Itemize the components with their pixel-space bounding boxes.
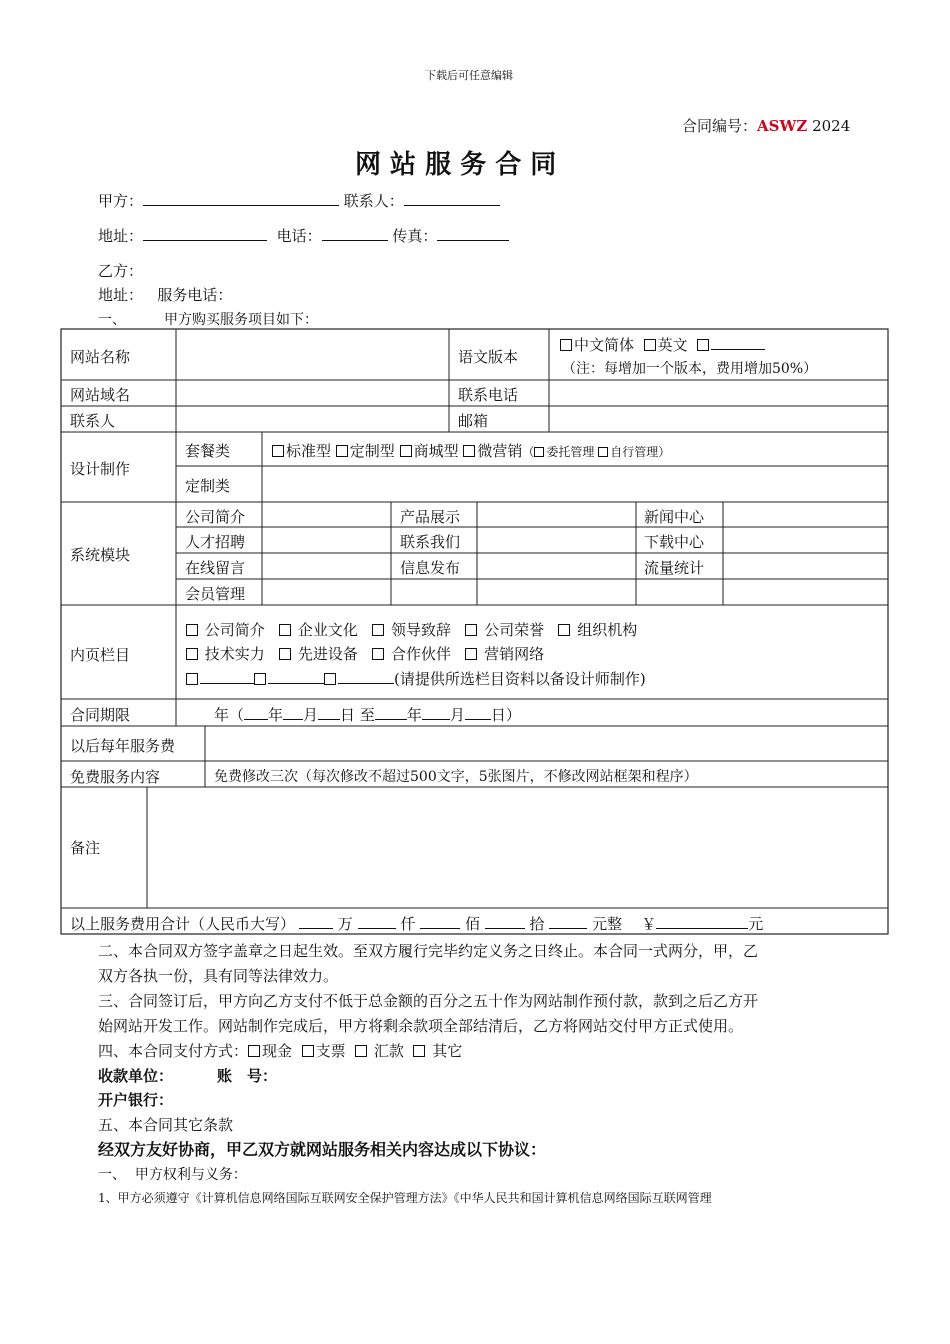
lang-other-field[interactable] (711, 335, 765, 350)
period-dates (214, 704, 521, 725)
pay-cash-label: 现金 (262, 1042, 293, 1060)
pkg-wechat-checkbox[interactable] (463, 445, 475, 457)
section2-line2: 双方各执一份，具有同等法律效力。 (98, 967, 339, 985)
total-line (70, 913, 763, 934)
inner-2-label: 企业文化 (297, 621, 358, 639)
inner-custom3-checkbox[interactable] (324, 673, 336, 685)
contact-phone-label: 联系电话 (458, 386, 519, 404)
period-day-1-label: 日 至 (340, 706, 375, 724)
pay-check-checkbox[interactable] (302, 1045, 314, 1057)
lang-en-checkbox[interactable] (644, 339, 656, 351)
inner-custom3-field[interactable] (338, 669, 394, 684)
language-options (560, 334, 765, 355)
payee-label: 收款单位： (98, 1067, 174, 1085)
module-members: 会员管理 (185, 585, 246, 603)
lang-zh-checkbox[interactable] (560, 339, 572, 351)
contact-label: 联系人： (343, 192, 404, 210)
email-label: 邮箱 (458, 412, 489, 430)
inner-3-checkbox[interactable] (372, 624, 384, 636)
site-name-label: 网站名称 (70, 348, 131, 366)
pkg-standard-checkbox[interactable] (272, 445, 284, 457)
contract-number-year: 2024 (812, 117, 851, 135)
package-label: 套餐类 (185, 442, 231, 460)
contract-number-label: 合同编号： (682, 117, 758, 135)
module-info: 信息发布 (400, 559, 461, 577)
total-bai-field[interactable] (420, 914, 460, 929)
pkg-open-paren: （ (522, 445, 535, 459)
rights-heading (98, 1164, 247, 1184)
module-contact: 联系我们 (400, 533, 461, 551)
section2-line1: 二、本合同双方签字盖章之日起生效。至双方履行完毕约定义务之日终止。本合同一式两分，甲，乙 (98, 942, 759, 960)
period-end-year[interactable] (375, 705, 407, 720)
unit-yuan: 元 (748, 915, 764, 933)
unit-yuanzheng: 元整 (592, 915, 623, 933)
pkg-self-checkbox[interactable] (598, 447, 608, 457)
period-year-2-label: 年 (268, 706, 284, 724)
inner-6-label: 技术实力 (204, 645, 265, 663)
inner-4-label: 公司荣誉 (484, 621, 545, 639)
pay-other-checkbox[interactable] (413, 1045, 425, 1057)
pkg-self-label: 自行管理 (610, 445, 659, 459)
inner-5-checkbox[interactable] (558, 624, 570, 636)
language-note: （注：每增加一个版本，费用增加50%） (562, 361, 818, 377)
yen-sign: ￥ (641, 915, 657, 933)
inner-custom2-checkbox[interactable] (254, 673, 266, 685)
period-year-3-label: 年 (406, 706, 422, 724)
pkg-standard-label: 标准型 (286, 442, 332, 460)
pkg-wechat-label: 微营销 (477, 442, 523, 460)
period-day-2-label: 日） (490, 706, 521, 724)
phone-label: 电话： (276, 227, 322, 245)
bank-label: 开户银行： (98, 1091, 174, 1109)
unit-wan: 万 (337, 915, 353, 933)
module-stats: 流量统计 (644, 559, 705, 577)
fax-label: 传真： (392, 227, 438, 245)
inner-6-checkbox[interactable] (186, 648, 198, 660)
inner-row-3 (186, 668, 646, 689)
period-start-year[interactable] (244, 705, 268, 720)
inner-5-label: 组织机构 (577, 621, 638, 639)
free-service-text: 免费修改三次（每次修改不超过500文字，5张图片，不修改网站框架和程序） (214, 769, 698, 785)
payee-line (98, 1065, 277, 1086)
page-title: 网 站 服 务 合 同 (355, 150, 557, 180)
module-company-intro: 公司简介 (185, 508, 246, 526)
pay-cash-checkbox[interactable] (248, 1045, 260, 1057)
module-download: 下载中心 (644, 533, 705, 551)
period-end-month[interactable] (422, 705, 450, 720)
inner-row-2 (186, 643, 544, 664)
service-phone-label: 服务电话： (157, 286, 233, 304)
section3-line2: 始网站开发工作。网站制作完成后，甲方将剩余款项全部结清后，乙方将网站交付甲方正式使用。 (98, 1017, 744, 1035)
total-yuan-field[interactable] (549, 914, 587, 929)
party-b-address-label: 地址： (98, 286, 144, 304)
contract-number-code: ASWZ (757, 117, 808, 135)
pkg-custom-label: 定制型 (349, 442, 395, 460)
pay-other-label: 其它 (432, 1042, 463, 1060)
unit-shi: 拾 (529, 915, 545, 933)
total-wan-field[interactable] (299, 914, 333, 929)
period-start-month[interactable] (283, 705, 303, 720)
edit-note: 下载后可任意编辑 (425, 69, 513, 82)
total-shi-field[interactable] (485, 914, 525, 929)
lang-zh-label: 中文简体 (574, 336, 635, 354)
pkg-custom-checkbox[interactable] (336, 445, 348, 457)
unit-bai: 佰 (464, 915, 480, 933)
address-label: 地址： (98, 227, 144, 245)
inner-note: (请提供所选栏目资料以备设计师制作) (394, 670, 646, 688)
inner-1-label: 公司简介 (204, 621, 265, 639)
pkg-entrust-checkbox[interactable] (534, 447, 544, 457)
inner-custom2-field[interactable] (268, 669, 324, 684)
inner-custom1-checkbox[interactable] (186, 673, 198, 685)
contact-person-label: 联系人 (70, 412, 116, 430)
total-qian-field[interactable] (358, 914, 396, 929)
section4-label: 四、本合同支付方式： (98, 1042, 249, 1060)
period-month-2-label: 月 (449, 706, 465, 724)
inner-4-checkbox[interactable] (465, 624, 477, 636)
period-month-1-label: 月 (303, 706, 319, 724)
free-service-label: 免费服务内容 (70, 768, 161, 786)
party-b-label: 乙方： (98, 262, 144, 280)
unit-qian: 仟 (400, 915, 416, 933)
package-options (272, 440, 670, 461)
annual-fee-label: 以后每年服务费 (70, 737, 176, 755)
inner-8-checkbox[interactable] (372, 648, 384, 660)
period-label: 合同期限 (70, 706, 131, 724)
section1-num: 一、 (98, 312, 126, 328)
domain-label: 网站域名 (70, 386, 131, 404)
custom-label: 定制类 (185, 477, 231, 495)
inner-9-label: 营销网络 (484, 645, 545, 663)
language-version-label: 语文版本 (458, 348, 519, 366)
inner-pages-label: 内页栏目 (70, 646, 131, 664)
pkg-mall-checkbox[interactable] (400, 445, 412, 457)
remarks-label: 备注 (70, 839, 101, 857)
inner-7-checkbox[interactable] (279, 648, 291, 660)
module-recruit: 人才招聘 (185, 533, 246, 551)
clause-1: 1、甲方必须遵守《计算机信息网络国际互联网安全保护管理方法》《中华人民共和国计算机信息网络国际互联网管理 (98, 1191, 712, 1205)
agreement-heading: 经双方友好协商，甲乙双方就网站服务相关内容达成以下协议： (98, 1140, 547, 1159)
lang-en-label: 英文 (657, 336, 688, 354)
pay-check-label: 支票 (315, 1042, 346, 1060)
modules-label: 系统模块 (70, 546, 131, 564)
period-start-day[interactable] (318, 705, 340, 720)
inner-custom1-field[interactable] (200, 669, 254, 684)
rights-title: 甲方权利与义务： (134, 1167, 247, 1183)
inner-7-label: 先进设备 (297, 645, 358, 663)
period-end-day[interactable] (465, 705, 491, 720)
module-message: 在线留言 (185, 559, 246, 577)
section3-line1: 三、合同签订后，甲方向乙方支付不低于总金额的百分之五十作为网站制作预付款，款到之后乙方开 (98, 992, 759, 1010)
pkg-mall-label: 商城型 (413, 442, 459, 460)
total-label: 以上服务费用合计（人民币大写） (70, 915, 296, 933)
inner-3-label: 领导致辞 (391, 621, 452, 639)
module-news: 新闻中心 (644, 508, 705, 526)
pkg-close-paren: ） (658, 445, 671, 459)
total-amount-field[interactable] (656, 914, 748, 929)
party-a-label: 甲方： (98, 192, 144, 210)
inner-8-label: 合作伙伴 (391, 645, 452, 663)
inner-row-1 (186, 619, 637, 640)
account-label: 账 号： (217, 1067, 278, 1085)
section4-line (98, 1040, 462, 1061)
module-products: 产品展示 (400, 508, 461, 526)
rights-num: 一、 (98, 1167, 126, 1183)
period-year-1-label: 年（ (214, 706, 245, 724)
inner-1-checkbox[interactable] (186, 624, 198, 636)
design-label: 设计制作 (70, 460, 131, 478)
pay-remit-label: 汇款 (373, 1042, 404, 1060)
pkg-entrust-label: 委托管理 (546, 445, 595, 459)
lang-other-checkbox[interactable] (697, 339, 709, 351)
pay-remit-checkbox[interactable] (355, 1045, 367, 1057)
inner-9-checkbox[interactable] (465, 648, 477, 660)
inner-2-checkbox[interactable] (279, 624, 291, 636)
section5-heading: 五、本合同其它条款 (98, 1116, 234, 1134)
section1-title: 甲方购买服务项目如下： (164, 312, 318, 328)
